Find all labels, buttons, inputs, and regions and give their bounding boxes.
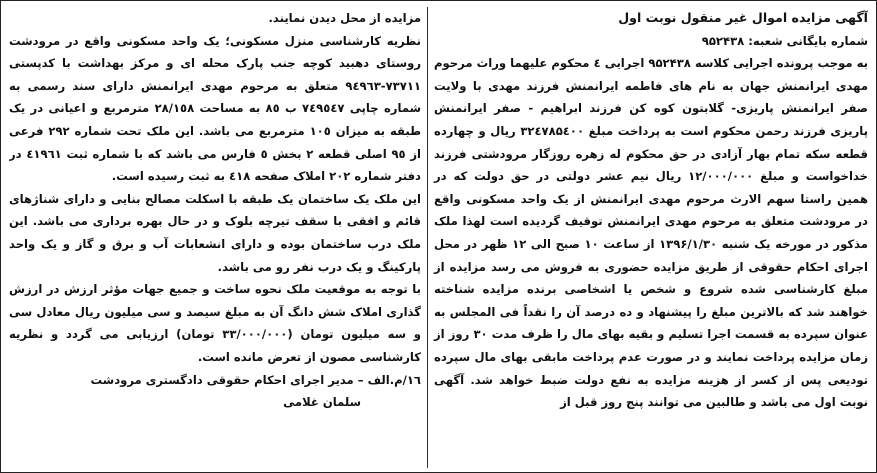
- building-description-paragraph: این ملک یک ساختمان یک طبقه با اسکلت مصالح بنایی و دارای شناژهای قائم و افقی با سقف تیرچه بلوک و در حال بهره برداری می باشد. این ملک درب ساختمان بوده و دارای انشعابات آب و برق و گاز و یک واحد پارکینگ و یک درب نفر رو می باشد.: [9, 191, 421, 274]
- signer-name: سلمان غلامی: [283, 395, 361, 410]
- notice-right-column: [427, 7, 868, 468]
- valuation-paragraph: با توجه به موقعیت ملک نحوه ساخت و جمیع جهات مؤثر ارزش در ارزش گذاری املاک شش دانگ آن به مبلغ سیصد و سی میلیون ریال معادل سی و سه میلیون تومان (۳۳/۰۰۰/۰۰۰ تومان) ارزیابی می گردد و نظریه کارشناسی مصون از تعرض مانده است.: [9, 282, 421, 364]
- notice-title: آگهی مزایده اموال غیر منقول نوبت اول: [618, 10, 868, 25]
- main-body-paragraph: به موجب پرونده اجرایی کلاسه ۹۵۲۴۳۸ اجرایی ٤ محکوم علیهما وراث مرحوم مهدی ایرانمنش جهان به نام های فاطمه ایرانمنش فرزند مهدی با ولایت صفر ایرانمنش پاریزی- گلابتون کوه کن فرزند ابراهیم - صفر ایرانمنش پاریزی فرزند رحمن محکوم است به پرداخت مبلغ ۳۲٤۷۸۵٤٠٠ ریال و چهارده قطعه سکه تمام بهار آزادی در حق محکوم له زهره روزگار مرودشتی فرزند خداخواست و مبلغ ۱۲/۰۰۰/۰۰۰ ریال نیم عشر دولتی در حق دولت که در همین راستا سهم الارث مرحوم مهدی ایرانمنش از یک واحد مسکونی واقع در مرودشت متعلق به مرحوم مهدی ایرانمنش توقیف گردیده است لهذا ملک مذکور در مورخه یک شنبه ۱۳۹۶/۱/۳۰ از ساعت ۱۰ صبح الی ۱۲ ظهر در محل اجرای احکام حقوقی از طریق مزایده حضوری به فروش می رسد مزایده از مبلغ کارشناسی شده شروع و شخص یا اشخاصی برنده مزایده شناخته خواهند شد که بالاترین مبلغ را پیشنهاد و ده درصد آن را نقداً فی المجلس به عنوان سپرده به قسمت اجرا تسلیم و بقیه بهای مال را ظرف مدت ۳۰ روز از زمان مزایده پرداخت نمایند و در صورت عدم پرداخت مابقی بهای مال سپرده تودیعی پس از کسر از هزینه مزایده به نفع دولت ضبط خواهد شد. آگهی نوبت اول می باشد و طالبین می توانند پنج روز قبل از: [434, 56, 868, 410]
- viewing-line: مزایده از محل دیدن نمایند.: [268, 11, 421, 25]
- signature-line: ۱٦/م.الف – مدیر اجرای احکام حقوقی دادگستری مرودشت: [90, 372, 421, 387]
- expert-opinion-paragraph: نظریه کارشناسی منزل مسکونی؛ یک واحد مسکونی واقع در مرودشت روستای دهبید کوچه جنب پارک محله ای و مرکز بهداشت با کدپستی ۷۳۷۱۱-۹٤۹٦۳ متعلق به مرحوم مهدی ایرانمنش دارای سند رسمی به شماره چاپی ۷٤۹٥٤۷ ب ۸٥ به مساحت ۲۸/۱٥۸ مترمربع و اعیانی در یک طبقه به میزان ۱٠٥ مترمربع می باشد. این ملک تحت شماره ۲۹۲ فرعی از ۹٥ اصلی قطعه ۲ بخش ٥ فارس می باشد که با شماره ثبت ٤۱۹٦۱ در دفتر شماره ۲٠۲ املاک صفحه ٤۱۸ به ثبت رسیده است.: [9, 33, 422, 184]
- notice-columns: [9, 7, 868, 468]
- archive-number: شماره بایگانی شعبه: ۹۵۲۴۳۸: [701, 33, 868, 48]
- notice-left-column: [9, 7, 427, 468]
